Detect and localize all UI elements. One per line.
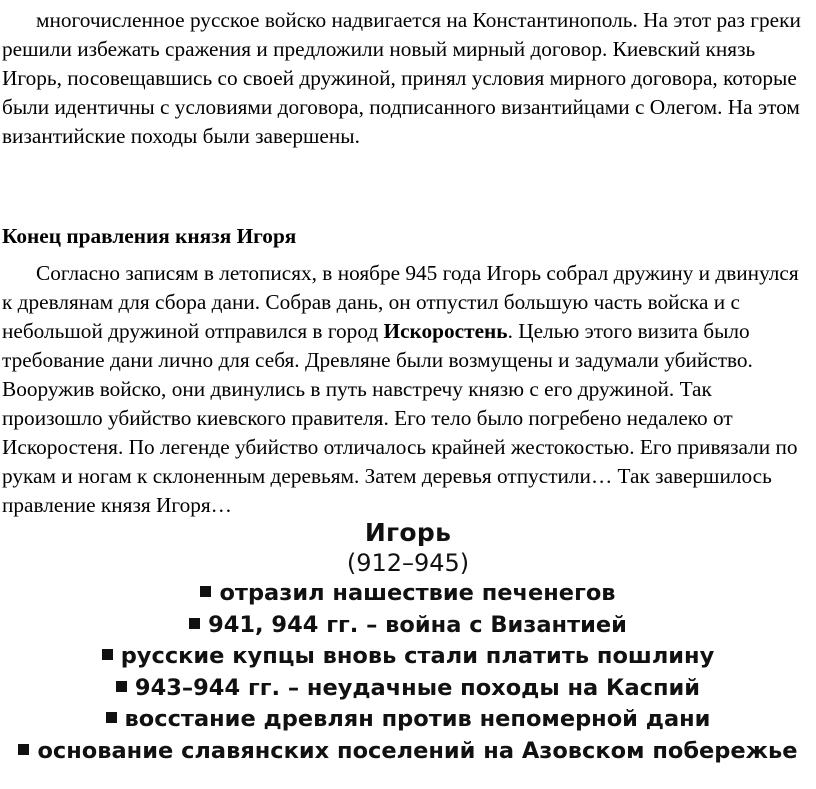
summary-card bbox=[0, 518, 816, 767]
summary-title: Игорь bbox=[364, 518, 452, 547]
summary-item bbox=[0, 578, 816, 610]
summary-item-text: восстание древлян против непомерной дани bbox=[124, 706, 711, 732]
summary-item bbox=[0, 704, 816, 736]
square-bullet-icon bbox=[102, 649, 113, 660]
summary-item bbox=[0, 641, 816, 673]
main-paragraph-text-start: Согласно записям в летописях, в ноябре 945 года Игорь собрал дружину и двинулся к древлянам для сбора дани. Собрав дань, он отпустил большую часть войска и с небольшой дружиной отправился в город bbox=[2, 261, 799, 343]
square-bullet-icon bbox=[189, 618, 200, 629]
summary-item bbox=[0, 673, 816, 705]
square-bullet-icon bbox=[106, 712, 117, 723]
summary-item-text: отразил нашествие печенегов bbox=[219, 580, 616, 606]
summary-item bbox=[0, 610, 816, 642]
square-bullet-icon bbox=[116, 681, 127, 692]
city-name-bold: Искоростень bbox=[383, 319, 508, 343]
summary-list bbox=[0, 578, 816, 767]
summary-item-text: 941, 944 гг. – война с Византией bbox=[208, 611, 627, 638]
section-heading: Конец правления князя Игоря bbox=[2, 224, 297, 248]
square-bullet-icon bbox=[18, 744, 29, 755]
summary-item-text: основание славянских поселений на Азовском побережье bbox=[37, 737, 798, 764]
summary-item bbox=[0, 736, 816, 768]
square-bullet-icon bbox=[200, 586, 211, 597]
intro-paragraph-text: многочисленное русское войско надвигается на Константинополь. На этот раз греки решили избежать сражения и предложили новый мирный договор. Киевский князь Игорь, посовещавшись со своей дружиной, принял условия мирного договора, которые были идентичны с условиями договора, подписанного византийцами с Олегом. На этом византийские походы были завершены. bbox=[2, 8, 801, 148]
summary-years: (912–945) bbox=[346, 549, 470, 577]
summary-item-text: русские купцы вновь стали платить пошлину bbox=[120, 643, 715, 669]
main-paragraph-text-end: . Целью этого визита было требование дани лично для себя. Древляне были возмущены и задумали убийство. Вооружив войско, они двинулись в путь навстречу князю с его дружиной. Так произошло убийство киевского правителя. Его тело было погребено недалеко от Искоростеня. По легенде убийство отличалось крайней жестокостью. Его привязали по рукам и ногам к склоненным деревьям. Затем деревья отпустили… Так завершилось правление князя Игоря… bbox=[2, 319, 798, 517]
intro-paragraph bbox=[2, 6, 810, 151]
main-paragraph bbox=[2, 259, 810, 520]
summary-item-text: 943–944 гг. – неудачные походы на Каспий bbox=[134, 674, 701, 701]
